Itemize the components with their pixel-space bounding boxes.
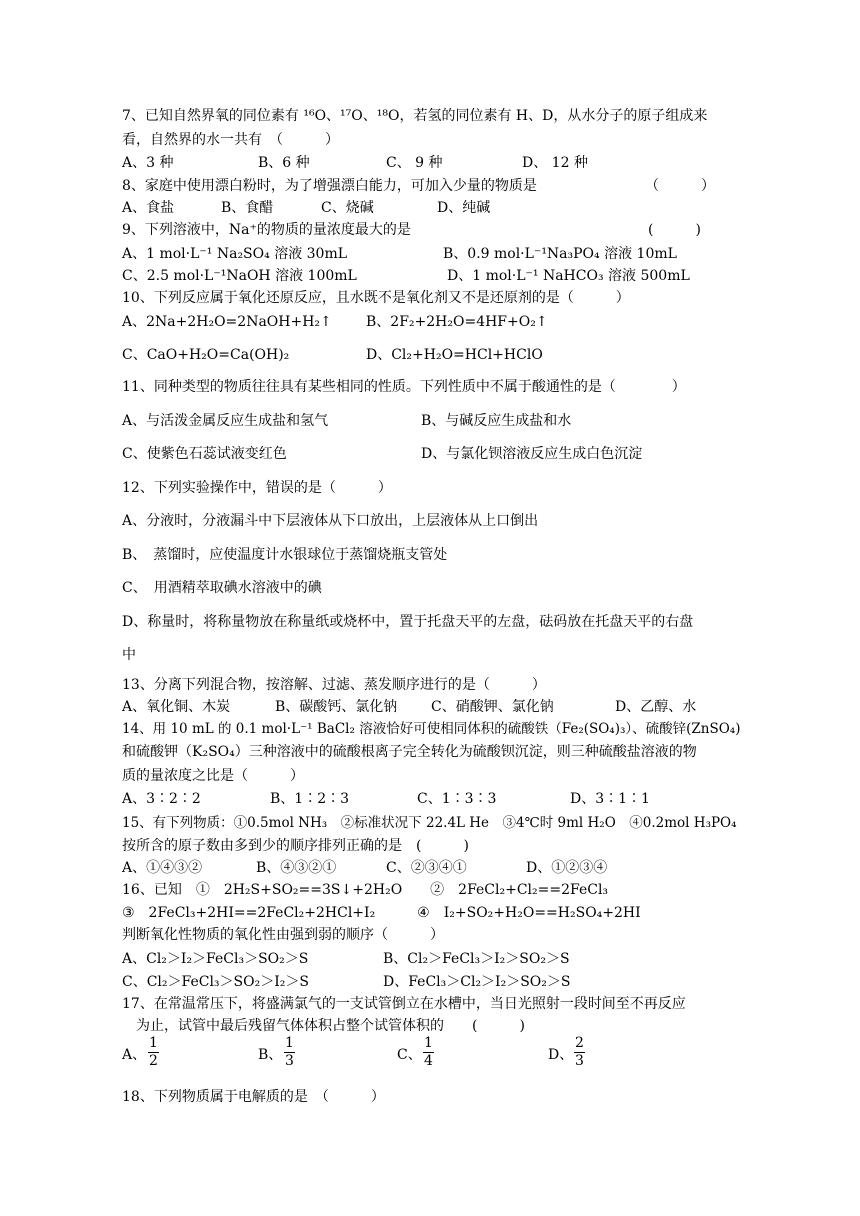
q12-option-c: C、 用酒精萃取碘水溶液中的碘 <box>122 580 322 596</box>
q14-stem-line3: 质的量浓度之比是（ ） <box>122 768 304 784</box>
q17-option-c-label: C、 <box>397 1047 422 1063</box>
q17-option-c-numerator: 1 <box>424 1035 433 1051</box>
q14-option-b: B、1∶2∶3 <box>270 791 350 807</box>
q17-option-d-denominator: 3 <box>575 1053 584 1069</box>
q16-option-d: D、FeCl₃＞Cl₂＞I₂＞SO₂＞S <box>383 974 571 990</box>
q11-option-d: D、与氯化钡溶液反应生成白色沉淀 <box>421 446 643 462</box>
q8-option-d: D、纯碱 <box>437 200 491 216</box>
q11-option-b: B、与碱反应生成盐和水 <box>421 413 572 429</box>
q16-option-c: C、Cl₂＞FeCl₃＞SO₂＞I₂＞S <box>122 974 309 990</box>
q17-option-d-label: D、 <box>548 1047 574 1063</box>
q10-option-d: D、Cl₂+H₂O=HCl+HClO <box>366 347 543 363</box>
q14-option-a: A、3∶2∶2 <box>122 791 201 807</box>
q10-option-c: C、CaO+H₂O=Ca(OH)₂ <box>122 347 290 363</box>
q11-stem: 11、同种类型的物质往往具有某些相同的性质。下列性质中不属于酸通性的是（ ） <box>122 379 686 395</box>
q15-stem-line1: 15、有下列物质：①0.5mol NH₃ ②标准状况下 22.4L He ③4℃时 9ml H₂O ④0.2mol H₃PO₄ <box>122 815 737 831</box>
q17-option-c-denominator: 4 <box>424 1053 433 1069</box>
q13-option-c: C、硝酸钾、氯化钠 <box>431 699 554 715</box>
q17-option-a-fraction <box>148 1035 159 1070</box>
q17-option-d-numerator: 2 <box>575 1035 584 1051</box>
q17-option-a-label: A、 <box>122 1047 147 1063</box>
q17-option-a-numerator: 1 <box>149 1035 158 1051</box>
q17-option-a-denominator: 2 <box>149 1053 158 1069</box>
q9-option-c: C、2.5 mol·L⁻¹NaOH 溶液 100mL <box>122 268 357 284</box>
q13-stem: 13、分离下列混合物，按溶解、过滤、蒸发顺序进行的是（ ） <box>122 677 546 693</box>
q8-stem: 8、家庭中使用漂白粉时，为了增强漂白能力，可加入少量的物质是 <box>122 178 537 194</box>
q16-stem-line3: 判断氧化性物质的氧化性由强到弱的顺序（ ） <box>122 927 444 943</box>
q14-stem-line2: 和硫酸钾（K₂SO₄）三种溶液中的硫酸根离子完全转化为硫酸钡沉淀，则三种硫酸盐溶液的物 <box>122 744 697 760</box>
q7-option-c: C、 9 种 <box>386 155 443 171</box>
q10-stem: 10、下列反应属于氧化还原反应，且水既不是氧化剂又不是还原剂的是（ ） <box>122 290 630 306</box>
q8-option-c: C、烧碱 <box>321 200 374 216</box>
q12-stem: 12、下列实验操作中，错误的是（ ） <box>122 480 392 496</box>
q12-option-b: B、 蒸馏时，应使温度计水银球位于蒸馏烧瓶支管处 <box>122 547 448 563</box>
q12-option-d-line1: D、称量时，将称量物放在称量纸或烧杯中，置于托盘天平的左盘，砝码放在托盘天平的右盘 <box>122 614 694 630</box>
q17-stem-line2: 为止，试管中最后残留气体体积占整个试管体积的 ( ) <box>136 1018 525 1034</box>
q18-stem: 18、下列物质属于电解质的是 （ ） <box>122 1089 385 1105</box>
q15-stem-line2: 按所含的原子数由多到少的顺序排列正确的是 ( ) <box>122 838 469 854</box>
q17-option-b-numerator: 1 <box>285 1035 294 1051</box>
q16-option-b: B、Cl₂＞FeCl₃＞I₂＞SO₂＞S <box>383 951 570 967</box>
q11-option-a: A、与活泼金属反应生成盐和氢气 <box>122 413 329 429</box>
q8-option-a: A、食盐 <box>122 200 175 216</box>
q16-stem-line1: 16、已知 ① 2H₂S+SO₂==3S↓+2H₂O ② 2FeCl₂+Cl₂==2FeCl₃ <box>122 882 609 898</box>
q17-stem-line1: 17、在常温常压下，将盛满氯气的一支试管倒立在水槽中，当日光照射一段时间至不再反应 <box>122 996 686 1012</box>
q17-option-c-fraction <box>423 1035 434 1070</box>
q15-option-c: C、②③④① <box>386 860 467 876</box>
q17-option-b-denominator: 3 <box>285 1053 294 1069</box>
q8-option-b: B、食醋 <box>221 200 274 216</box>
q7-stem-line2: 看，自然界的水一共有 （ ） <box>122 132 339 148</box>
q16-stem-line2: ③ 2FeCl₃+2HI==2FeCl₂+2HCl+I₂ ④ I₂+SO₂+H₂O==H₂SO₄+2HI <box>122 905 641 921</box>
q7-option-a: A、3 种 <box>122 155 174 171</box>
q15-option-a: A、①④③② <box>122 860 203 876</box>
q11-option-c: C、使紫色石蕊试液变红色 <box>122 446 287 462</box>
q14-option-d: D、3∶1∶1 <box>570 791 650 807</box>
q16-option-a: A、Cl₂＞I₂＞FeCl₃＞SO₂＞S <box>122 951 309 967</box>
q17-option-b-label: B、 <box>258 1047 283 1063</box>
q9-option-d: D、1 mol·L⁻¹ NaHCO₃ 溶液 500mL <box>447 268 690 284</box>
q13-option-d: D、乙醇、水 <box>615 699 697 715</box>
q15-option-d: D、①②③④ <box>526 860 608 876</box>
q8-answer-paren: （ ） <box>645 178 715 194</box>
q14-stem-line1: 14、用 10 mL 的 0.1 mol·L⁻¹ BaCl₂ 溶液恰好可使相同体积的硫酸铁（Fe₂(SO₄)₃）、硫酸锌(ZnSO₄) <box>122 721 741 737</box>
q7-option-d: D、 12 种 <box>522 155 588 171</box>
q12-option-d-line2: 中 <box>122 647 136 663</box>
q17-option-b-fraction <box>284 1035 295 1070</box>
q12-option-a: A、分液时，分液漏斗中下层液体从下口放出，上层液体从上口倒出 <box>122 513 539 529</box>
q9-option-b: B、0.9 mol·L⁻¹Na₃PO₄ 溶液 10mL <box>443 246 677 262</box>
q10-option-a: A、2Na+2H₂O=2NaOH+H₂↑ <box>122 314 332 330</box>
q14-option-c: C、1∶3∶3 <box>417 791 497 807</box>
q15-option-b: B、④③②① <box>256 860 337 876</box>
q9-answer-paren: ( ) <box>648 222 701 238</box>
q13-option-b: B、碳酸钙、氯化钠 <box>275 699 398 715</box>
q17-option-d-fraction <box>574 1035 585 1070</box>
q7-option-b: B、6 种 <box>258 155 310 171</box>
q9-option-a: A、1 mol·L⁻¹ Na₂SO₄ 溶液 30mL <box>122 246 348 262</box>
q10-option-b: B、2F₂+2H₂O=4HF+O₂↑ <box>366 314 548 330</box>
q7-stem-line1: 7、已知自然界氧的同位素有 ¹⁶O、¹⁷O、¹⁸O，若氢的同位素有 H、D，从水分子的原子组成来 <box>122 108 708 124</box>
q9-stem: 9、下列溶液中，Na⁺的物质的量浓度最大的是 <box>122 222 411 238</box>
q13-option-a: A、氧化铜、木炭 <box>122 699 231 715</box>
